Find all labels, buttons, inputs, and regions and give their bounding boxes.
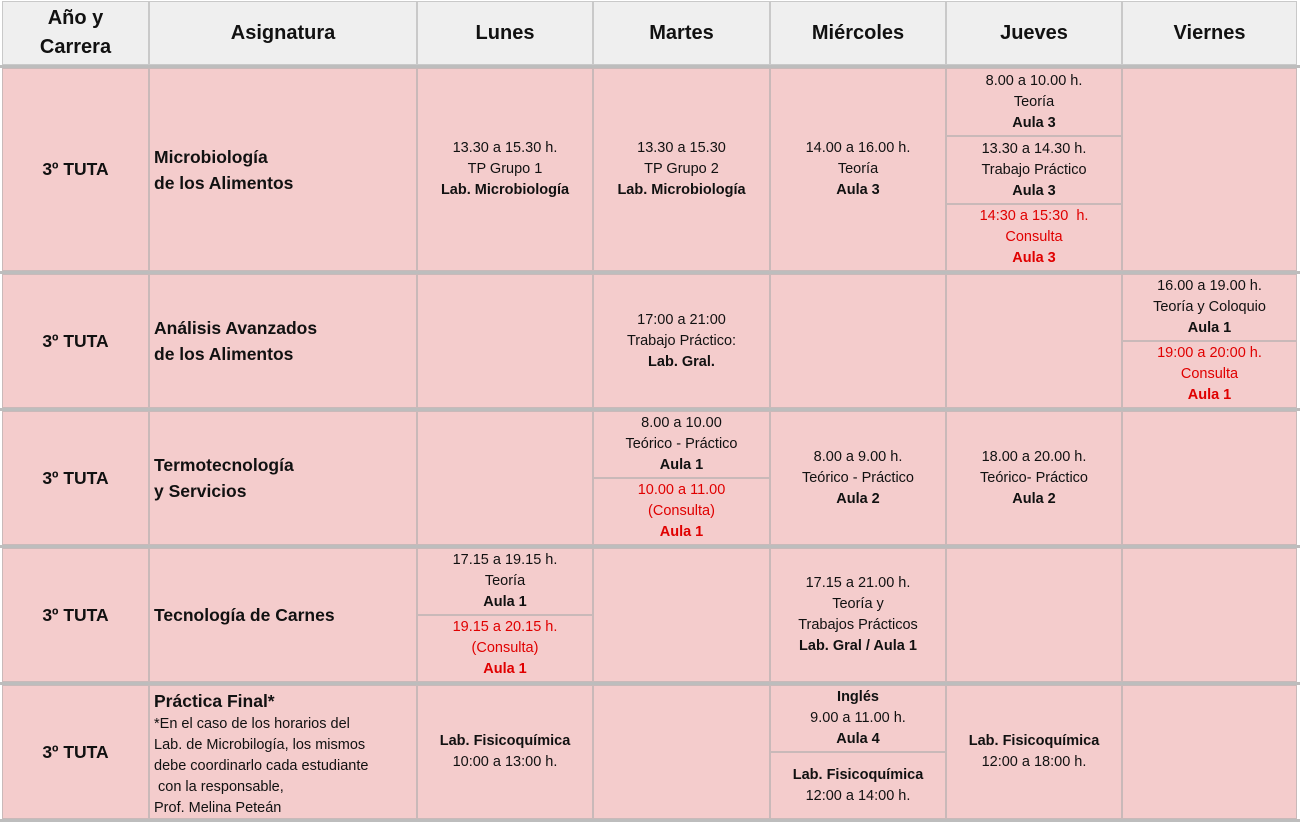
- row3-miercoles-slot: [770, 411, 946, 545]
- slot-room: Aula 3: [1012, 182, 1056, 199]
- slot-time: 10.00 a 11.00: [637, 482, 726, 498]
- row2-viernes-slot-1: [1122, 274, 1297, 341]
- slot-time: 13.30 a 14.30 h.: [981, 140, 1087, 157]
- slot-time: 8.00 a 9.00 h.: [813, 448, 903, 465]
- slot-type: Teórico - Práctico: [625, 436, 738, 452]
- slot-room: Aula 1: [659, 457, 704, 473]
- slot-time: 8.00 a 10.00: [641, 415, 722, 431]
- row3-martes-slot-1: [593, 411, 770, 478]
- slot-room: Lab. Gral.: [648, 353, 715, 370]
- slot-time: 14:30 a 15:30 h.: [979, 208, 1089, 224]
- slot-room: Aula 1: [1187, 387, 1232, 403]
- row2-subject-line2: de los Alimentos: [154, 344, 294, 364]
- row1-jueves-consulta: [946, 204, 1122, 271]
- row5-miercoles-slot-1: [770, 685, 946, 752]
- slot-room: Lab. Microbiología: [440, 182, 570, 198]
- row4-jueves-empty: [946, 548, 1122, 682]
- slot-room: Aula 3: [1012, 250, 1056, 266]
- slot-type: Teoría: [1013, 93, 1055, 110]
- row1-subject-line2: de los Alimentos: [154, 172, 294, 193]
- row2-martes-slot: [593, 274, 770, 408]
- row1-subject: [149, 68, 417, 271]
- row3-lunes-empty: [417, 411, 593, 545]
- row1-jueves-slot-2: [946, 136, 1122, 204]
- row1-year: 3º TUTA: [2, 68, 149, 271]
- row5-martes-empty: [593, 685, 770, 819]
- slot-type: Teoría y: [832, 596, 884, 612]
- slot-room: Lab. Gral / Aula 1: [799, 638, 917, 654]
- row3-subject: [149, 411, 417, 545]
- slot-room: Lab. Fisicoquímica: [792, 766, 924, 783]
- slot-time: 8.00 a 10.00 h.: [985, 72, 1083, 89]
- row2-miercoles-empty: [770, 274, 946, 408]
- slot-room: Lab. Microbiología: [617, 182, 746, 198]
- row4-year: 3º TUTA: [2, 548, 149, 682]
- slot-type: Teoría: [837, 161, 879, 177]
- row1-miercoles-slot: [770, 68, 946, 271]
- row4-viernes-empty: [1122, 548, 1297, 682]
- row4-subject: [149, 548, 417, 682]
- slot-time: 10:00 a 13:00 h.: [452, 754, 558, 770]
- row5-note-line: Prof. Melina Peteán: [154, 800, 282, 816]
- slot-room: Aula 1: [483, 661, 527, 677]
- slot-time: 12:00 a 14:00 h.: [805, 787, 911, 804]
- slot-time: 17:00 a 21:00: [637, 311, 726, 328]
- row5-lunes-slot: [417, 685, 593, 819]
- row5-note-line: con la responsable,: [154, 779, 284, 795]
- header-year-line2: Carrera: [39, 36, 112, 58]
- row5-year: 3º TUTA: [2, 685, 149, 819]
- slot-type: Consulta: [1180, 366, 1239, 382]
- header-subject: Asignatura: [149, 1, 417, 65]
- slot-room: Lab. Fisicoquímica: [968, 733, 1100, 749]
- row1-lunes-slot: [417, 68, 593, 271]
- row5-jueves-slot: [946, 685, 1122, 819]
- row4-lunes-slot-1: [417, 548, 593, 615]
- row5-note-line: Lab. de Microbilogía, los mismos: [154, 737, 366, 753]
- slot-time: 14.00 a 16.00 h.: [805, 140, 911, 156]
- slot-time: 12:00 a 18:00 h.: [981, 754, 1087, 770]
- slot-type: Trabajo Práctico: [981, 161, 1087, 178]
- slot-room: Aula 1: [659, 524, 704, 540]
- row1-martes-slot: [593, 68, 770, 271]
- slot-type: Teórico- Práctico: [980, 469, 1088, 486]
- slot-room: Lab. Fisicoquímica: [439, 733, 571, 749]
- row3-year: 3º TUTA: [2, 411, 149, 545]
- row1-jueves-slot-1: [946, 68, 1122, 136]
- slot-type: Teoría: [484, 573, 526, 589]
- slot-type: Teoría y Coloquio: [1153, 299, 1266, 315]
- slot-type: (Consulta): [648, 503, 715, 519]
- slot-room: Aula 3: [1012, 114, 1056, 131]
- slot-room: Aula 1: [483, 594, 527, 610]
- slot-room: Aula 4: [836, 731, 880, 747]
- slot-time: 13.30 a 15.30 h.: [452, 140, 558, 156]
- row2-subject-line1: Análisis Avanzados: [154, 318, 318, 338]
- row3-subject-line1: Termotecnología: [154, 455, 294, 475]
- row3-jueves-slot: [946, 411, 1122, 545]
- row4-miercoles-slot: [770, 548, 946, 682]
- row2-viernes-consulta: [1122, 341, 1297, 408]
- row3-viernes-empty: [1122, 411, 1297, 545]
- slot-room: Aula 2: [836, 490, 880, 507]
- row2-jueves-empty: [946, 274, 1122, 408]
- row3-subject-line2: y Servicios: [154, 481, 247, 501]
- slot-type: TP Grupo 2: [644, 161, 719, 177]
- slot-type: Teórico - Práctico: [801, 469, 914, 486]
- row2-subject: [149, 274, 417, 408]
- slot-time: 17.15 a 19.15 h.: [452, 552, 558, 568]
- row5-subject: [149, 685, 417, 819]
- row4-subject-line1: Tecnología de Carnes: [154, 605, 335, 625]
- slot-type: Consulta: [1005, 229, 1063, 245]
- header-day-jueves: Jueves: [946, 1, 1122, 65]
- row4-martes-empty: [593, 548, 770, 682]
- slot-room: Aula 3: [836, 182, 880, 198]
- header-year-line1: Año y: [47, 7, 104, 29]
- slot-type: TP Grupo 1: [467, 161, 543, 177]
- row5-viernes-empty: [1122, 685, 1297, 819]
- header-day-lunes: Lunes: [417, 1, 593, 65]
- row3-martes-consulta: [593, 478, 770, 545]
- slot-room: Aula 2: [1012, 490, 1056, 507]
- header-year-career: [2, 1, 149, 65]
- row5-miercoles-slot-2: [770, 752, 946, 819]
- header-day-miercoles: Miércoles: [770, 1, 946, 65]
- row-separator: [0, 819, 1300, 822]
- slot-time: 19.15 a 20.15 h.: [452, 619, 558, 635]
- slot-type: Trabajo Práctico:: [626, 332, 737, 349]
- row4-lunes-consulta: [417, 615, 593, 682]
- header-day-martes: Martes: [593, 1, 770, 65]
- slot-time: 19:00 a 20:00 h.: [1157, 345, 1262, 361]
- header-day-viernes: Viernes: [1122, 1, 1297, 65]
- slot-title: Inglés: [837, 689, 879, 705]
- row1-subject-line1: Microbiología: [154, 146, 268, 167]
- slot-type-2: Trabajos Prácticos: [798, 617, 918, 633]
- row2-lunes-empty: [417, 274, 593, 408]
- slot-time: 9.00 a 11.00 h.: [810, 710, 906, 726]
- row5-note-line: *En el caso de los horarios del: [154, 716, 350, 732]
- row2-year: 3º TUTA: [2, 274, 149, 408]
- slot-room: Aula 1: [1187, 320, 1232, 336]
- slot-time: 13.30 a 15.30: [637, 140, 726, 156]
- slot-time: 18.00 a 20.00 h.: [981, 448, 1087, 465]
- slot-time: 17.15 a 21.00 h.: [805, 575, 911, 591]
- slot-time: 16.00 a 19.00 h.: [1157, 278, 1262, 294]
- row5-subject-line1: Práctica Final*: [154, 691, 275, 711]
- slot-type: (Consulta): [471, 640, 539, 656]
- row1-viernes-empty: [1122, 68, 1297, 271]
- row5-note-line: debe coordinarlo cada estudiante: [154, 758, 369, 774]
